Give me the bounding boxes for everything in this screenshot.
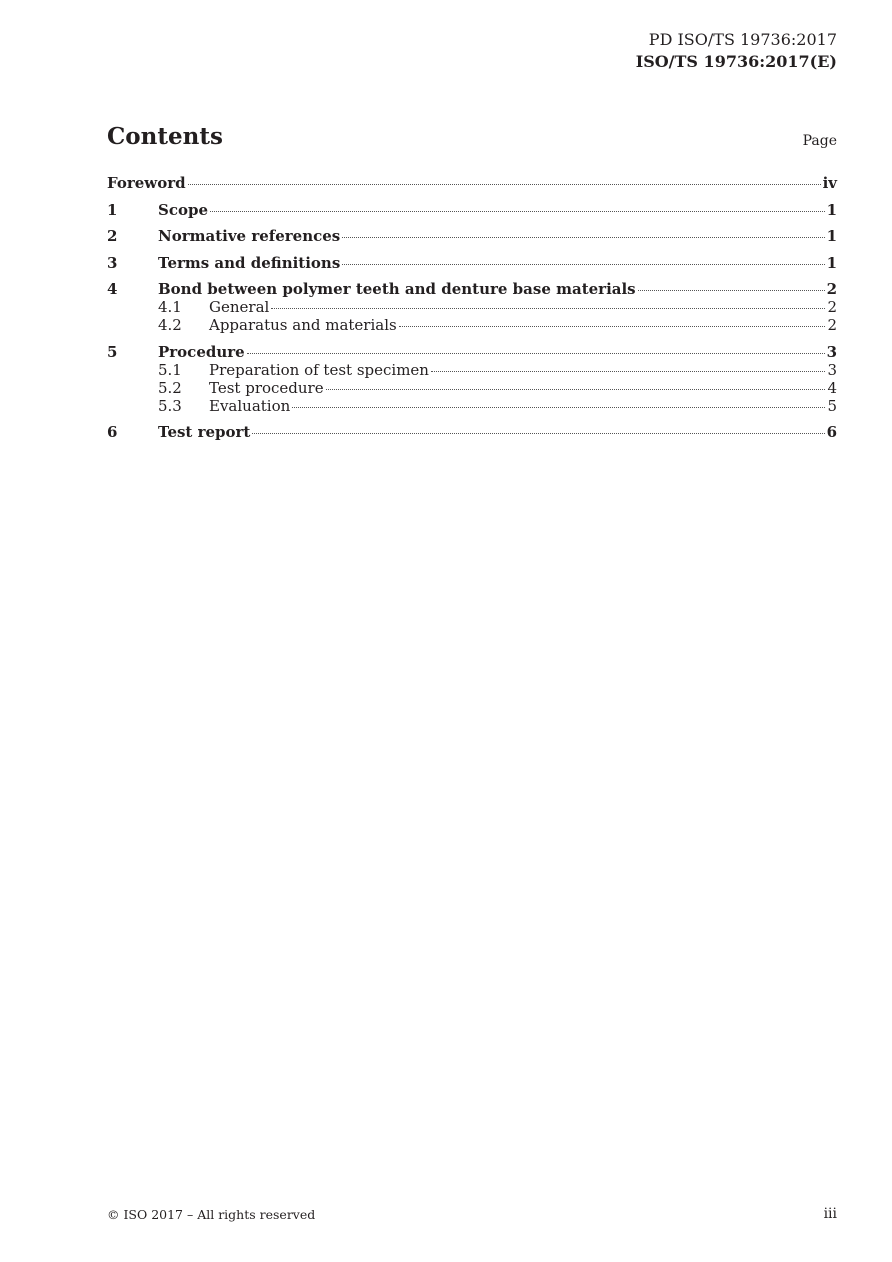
dot-leader [210, 211, 825, 212]
toc-entry-page: 6 [826, 423, 837, 441]
toc-entry-bond[interactable] [107, 280, 837, 298]
toc-entry-page: 3 [826, 342, 837, 361]
toc-entry-label: Terms and definitions [158, 253, 341, 272]
toc-entry-number: 1 [107, 200, 118, 219]
toc-entry-number: 6 [107, 423, 118, 441]
toc-entry-number: 5 [107, 342, 118, 361]
toc-entry-label: Foreword [107, 174, 186, 192]
page-title: Contents [107, 123, 223, 150]
toc-entry-preparation[interactable] [107, 361, 837, 379]
toc-entry-page: 2 [826, 280, 837, 298]
dot-leader [326, 389, 826, 390]
toc-entry-page: 5 [827, 396, 837, 415]
toc-entry-normative-references[interactable] [107, 227, 837, 245]
toc-entry-general[interactable] [107, 298, 837, 316]
dot-leader [252, 433, 824, 434]
toc-entry-page: 3 [827, 360, 837, 379]
toc-entry-number: 5.1 [158, 360, 182, 379]
dot-leader [292, 407, 825, 408]
dot-leader [638, 290, 825, 291]
toc-entry-page: 4 [827, 378, 837, 397]
toc-entry-page: 1 [826, 227, 837, 245]
table-of-contents [107, 174, 837, 441]
toc-entry-number: 4.1 [158, 298, 182, 316]
toc-entry-label: Preparation of test specimen [209, 360, 429, 379]
toc-entry-label: General [209, 298, 270, 316]
toc-entry-foreword[interactable] [107, 174, 837, 192]
toc-entry-page: 1 [826, 253, 837, 272]
toc-entry-number: 3 [107, 253, 118, 272]
toc-entry-label: Procedure [158, 342, 245, 361]
page-column-label: Page [802, 133, 837, 149]
header-document-code: PD ISO/TS 19736:2017 [648, 30, 837, 49]
toc-entry-label: Apparatus and materials [209, 316, 397, 334]
dot-leader [431, 371, 825, 372]
toc-entry-number: 2 [107, 227, 118, 245]
toc-entry-procedure[interactable] [107, 343, 837, 361]
toc-entry-page: 2 [827, 298, 837, 316]
toc-entry-number: 4 [107, 280, 118, 298]
dot-leader [247, 353, 825, 354]
dot-leader [271, 308, 825, 309]
toc-entry-label: Test report [158, 423, 251, 441]
toc-entry-number: 5.3 [158, 396, 182, 415]
dot-leader [399, 326, 826, 327]
toc-entry-page: 2 [827, 316, 837, 334]
toc-entry-label: Normative references [158, 227, 341, 245]
footer-copyright: © ISO 2017 – All rights reserved [107, 1207, 316, 1222]
toc-entry-test-procedure[interactable] [107, 379, 837, 397]
toc-entry-label: Scope [158, 200, 209, 219]
dot-leader [188, 184, 821, 185]
toc-entry-page: 1 [826, 200, 837, 219]
toc-entry-label: Bond between polymer teeth and denture base materials [158, 280, 636, 298]
toc-entry-label: Test procedure [209, 378, 324, 397]
dot-leader [342, 237, 824, 238]
toc-entry-page: iv [822, 174, 837, 192]
toc-entry-number: 4.2 [158, 316, 182, 334]
toc-entry-scope[interactable] [107, 201, 837, 219]
header-document-id: ISO/TS 19736:2017(E) [635, 52, 837, 71]
toc-entry-evaluation[interactable] [107, 397, 837, 415]
toc-entry-apparatus[interactable] [107, 316, 837, 334]
toc-entry-terms-and-definitions[interactable] [107, 254, 837, 272]
toc-entry-number: 5.2 [158, 378, 182, 397]
toc-entry-label: Evaluation [209, 396, 291, 415]
footer-page-number: iii [823, 1206, 837, 1222]
toc-entry-test-report[interactable] [107, 423, 837, 441]
dot-leader [342, 264, 824, 265]
